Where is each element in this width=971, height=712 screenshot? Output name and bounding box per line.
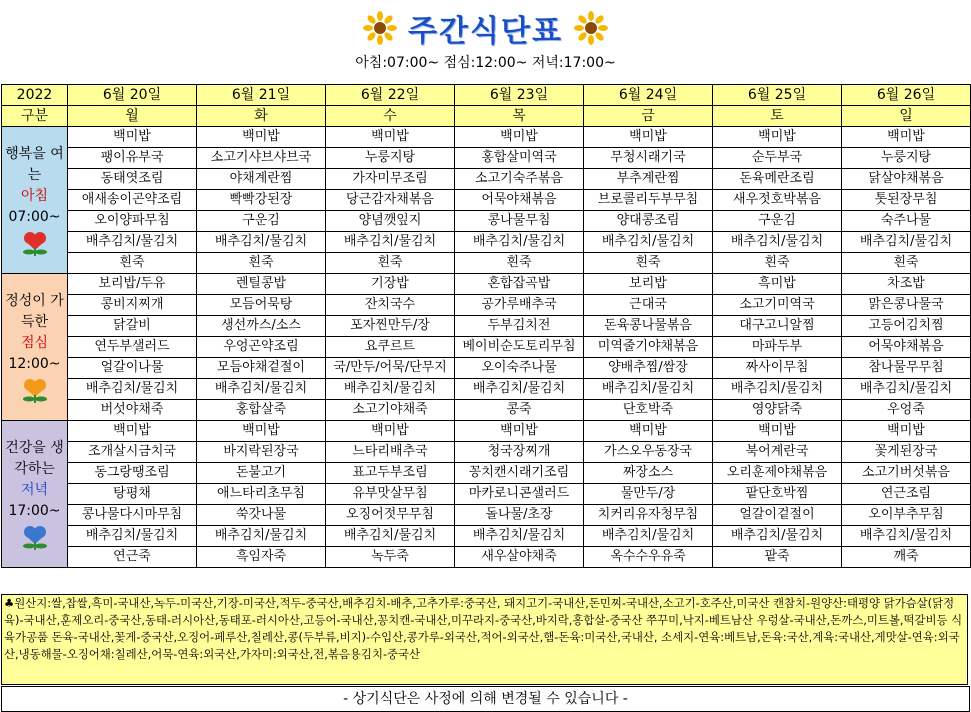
menu-item: 물만두/장 bbox=[584, 484, 713, 505]
menu-item: 백미밥 bbox=[842, 421, 971, 442]
menu-row bbox=[2, 526, 971, 547]
menu-item: 오징어젓무무침 bbox=[326, 505, 455, 526]
menu-item: 닭갈비 bbox=[68, 316, 197, 337]
menu-item: 부추계란찜 bbox=[584, 169, 713, 190]
menu-row bbox=[2, 379, 971, 400]
day-cell: 화 bbox=[197, 106, 326, 127]
menu-row bbox=[2, 211, 971, 232]
menu-item: 배추김치/물김치 bbox=[68, 526, 197, 547]
page-title: 주간식단표 bbox=[408, 14, 563, 49]
menu-item: 배추김치/물김치 bbox=[584, 232, 713, 253]
menu-item: 배추김치/물김치 bbox=[68, 379, 197, 400]
heart-flower-icon bbox=[20, 230, 50, 256]
menu-item: 백미밥 bbox=[68, 421, 197, 442]
menu-item: 돈불고기 bbox=[197, 463, 326, 484]
menu-row bbox=[2, 505, 971, 526]
menu-item: 애느타리초무침 bbox=[197, 484, 326, 505]
menu-item: 배추김치/물김치 bbox=[326, 232, 455, 253]
menu-item: 팥죽 bbox=[713, 547, 842, 568]
menu-item: 배추김치/물김치 bbox=[326, 379, 455, 400]
menu-item: 백미밥 bbox=[197, 127, 326, 148]
meal-section-label bbox=[2, 274, 68, 421]
menu-item: 국/만두/어묵/단무지 bbox=[326, 358, 455, 379]
menu-item: 어묵야채볶음 bbox=[455, 190, 584, 211]
menu-item: 흰죽 bbox=[197, 253, 326, 274]
menu-row bbox=[2, 547, 971, 568]
menu-item: 연두부샐러드 bbox=[68, 337, 197, 358]
menu-item: 돌나물/초장 bbox=[455, 505, 584, 526]
menu-item: 새우살야채죽 bbox=[455, 547, 584, 568]
menu-item: 당근감자채볶음 bbox=[326, 190, 455, 211]
menu-item: 배추김치/물김치 bbox=[713, 232, 842, 253]
date-cell: 6월 26일 bbox=[842, 85, 971, 106]
date-cell: 6월 21일 bbox=[197, 85, 326, 106]
menu-item: 백미밥 bbox=[455, 421, 584, 442]
menu-item: 배추김치/물김치 bbox=[713, 526, 842, 547]
menu-item: 두부김치전 bbox=[455, 316, 584, 337]
menu-item: 단호박죽 bbox=[584, 400, 713, 421]
menu-row bbox=[2, 274, 971, 295]
menu-item: 백미밥 bbox=[455, 127, 584, 148]
menu-item: 소고기샤브샤브국 bbox=[197, 148, 326, 169]
menu-item: 백미밥 bbox=[713, 127, 842, 148]
date-cell: 6월 24일 bbox=[584, 85, 713, 106]
menu-item: 배추김치/물김치 bbox=[197, 232, 326, 253]
page-header bbox=[0, 0, 971, 84]
day-cell: 월 bbox=[68, 106, 197, 127]
menu-item: 대구고니알찜 bbox=[713, 316, 842, 337]
menu-row bbox=[2, 400, 971, 421]
menu-item: 콩나물무침 bbox=[455, 211, 584, 232]
menu-item: 흰죽 bbox=[842, 253, 971, 274]
menu-item: 톳된장무침 bbox=[842, 190, 971, 211]
menu-item: 가자미무조림 bbox=[326, 169, 455, 190]
menu-item: 배추김치/물김치 bbox=[197, 379, 326, 400]
menu-item: 참나물무무침 bbox=[842, 358, 971, 379]
menu-item: 탕평채 bbox=[68, 484, 197, 505]
menu-item: 소고기버섯볶음 bbox=[842, 463, 971, 484]
menu-item: 모듬야채겉절이 bbox=[197, 358, 326, 379]
menu-item: 마파두부 bbox=[713, 337, 842, 358]
menu-item: 오이양파무침 bbox=[68, 211, 197, 232]
menu-item: 마카로니콘샐러드 bbox=[455, 484, 584, 505]
menu-item: 연근죽 bbox=[68, 547, 197, 568]
menu-item: 백미밥 bbox=[68, 127, 197, 148]
menu-row bbox=[2, 484, 971, 505]
menu-item: 깨죽 bbox=[842, 547, 971, 568]
menu-item: 배추김치/물김치 bbox=[68, 232, 197, 253]
menu-item: 숙주나물 bbox=[842, 211, 971, 232]
menu-item: 짜사이무침 bbox=[713, 358, 842, 379]
menu-item: 새우젓호박볶음 bbox=[713, 190, 842, 211]
menu-item: 배추김치/물김치 bbox=[455, 379, 584, 400]
menu-item: 근대국 bbox=[584, 295, 713, 316]
section-slogan: 건강을 생각하는 bbox=[5, 440, 64, 477]
menu-item: 동그랑땡조림 bbox=[68, 463, 197, 484]
menu-row bbox=[2, 148, 971, 169]
menu-item: 야채계란찜 bbox=[197, 169, 326, 190]
section-slogan: 행복을 여는 bbox=[5, 146, 64, 183]
menu-item: 연근조림 bbox=[842, 484, 971, 505]
menu-item: 차조밥 bbox=[842, 274, 971, 295]
menu-item: 흰죽 bbox=[68, 253, 197, 274]
menu-item: 배추김치/물김치 bbox=[326, 526, 455, 547]
menu-item: 팥단호박찜 bbox=[713, 484, 842, 505]
menu-item: 맑은콩나물국 bbox=[842, 295, 971, 316]
menu-item: 어묵야채볶음 bbox=[842, 337, 971, 358]
meal-time: 12:00~ bbox=[8, 356, 61, 372]
menu-item: 흰죽 bbox=[584, 253, 713, 274]
menu-item: 오이부추무침 bbox=[842, 505, 971, 526]
menu-item: 우엉죽 bbox=[842, 400, 971, 421]
meal-time: 17:00~ bbox=[8, 503, 61, 519]
menu-row bbox=[2, 358, 971, 379]
menu-row bbox=[2, 463, 971, 484]
menu-item: 백미밥 bbox=[197, 421, 326, 442]
menu-item: 공가루배추국 bbox=[455, 295, 584, 316]
menu-item: 오리훈제야채볶음 bbox=[713, 463, 842, 484]
menu-item: 소고기미역국 bbox=[713, 295, 842, 316]
menu-item: 고등어김치찜 bbox=[842, 316, 971, 337]
menu-item: 배추김치/물김치 bbox=[713, 379, 842, 400]
menu-item: 흰죽 bbox=[455, 253, 584, 274]
menu-item: 콩죽 bbox=[455, 400, 584, 421]
meal-name: 저녁 bbox=[20, 482, 49, 498]
menu-item: 흑임자죽 bbox=[197, 547, 326, 568]
day-cell: 일 bbox=[842, 106, 971, 127]
menu-item: 렌틸콩밥 bbox=[197, 274, 326, 295]
menu-item: 구운김 bbox=[197, 211, 326, 232]
menu-item: 흑미밥 bbox=[713, 274, 842, 295]
menu-item: 백미밥 bbox=[713, 421, 842, 442]
day-cell: 토 bbox=[713, 106, 842, 127]
menu-item: 양념깻잎지 bbox=[326, 211, 455, 232]
menu-item: 동태엿조림 bbox=[68, 169, 197, 190]
menu-item: 모듬어묵탕 bbox=[197, 295, 326, 316]
menu-row bbox=[2, 295, 971, 316]
menu-item: 소고기숙주볶음 bbox=[455, 169, 584, 190]
day-row bbox=[2, 106, 971, 127]
menu-item: 돈육메란조림 bbox=[713, 169, 842, 190]
menu-item: 배추김치/물김치 bbox=[842, 526, 971, 547]
menu-item: 바지락된장국 bbox=[197, 442, 326, 463]
menu-item: 닭살야채볶음 bbox=[842, 169, 971, 190]
menu-item: 브로콜리두부무침 bbox=[584, 190, 713, 211]
menu-item: 배추김치/물김치 bbox=[197, 526, 326, 547]
menu-row bbox=[2, 232, 971, 253]
menu-item: 백미밥 bbox=[584, 127, 713, 148]
menu-table bbox=[1, 84, 971, 568]
menu-item: 북어계란국 bbox=[713, 442, 842, 463]
menu-item: 소고기야채죽 bbox=[326, 400, 455, 421]
meal-section-label bbox=[2, 127, 68, 274]
menu-item: 포자찐만두/장 bbox=[326, 316, 455, 337]
sunflower-icon bbox=[363, 11, 397, 45]
menu-item: 우엉곤약조림 bbox=[197, 337, 326, 358]
menu-item: 배추김치/물김치 bbox=[455, 526, 584, 547]
menu-row bbox=[2, 337, 971, 358]
menu-item: 보리밥 bbox=[584, 274, 713, 295]
menu-item: 빡빡강된장 bbox=[197, 190, 326, 211]
date-cell: 6월 22일 bbox=[326, 85, 455, 106]
menu-item: 혼합잡곡밥 bbox=[455, 274, 584, 295]
menu-item: 돈육콩나물볶음 bbox=[584, 316, 713, 337]
sunflower-icon bbox=[574, 11, 608, 45]
day-cell: 목 bbox=[455, 106, 584, 127]
year-cell: 2022 bbox=[2, 85, 68, 106]
menu-item: 청국장찌개 bbox=[455, 442, 584, 463]
change-notice: - 상기식단은 사정에 의해 변경될 수 있습니다 - bbox=[1, 686, 970, 712]
menu-item: 옥수수우유죽 bbox=[584, 547, 713, 568]
menu-item: 조개살시금치국 bbox=[68, 442, 197, 463]
menu-row bbox=[2, 190, 971, 211]
menu-item: 보리밥/두유 bbox=[68, 274, 197, 295]
menu-item: 배추김치/물김치 bbox=[455, 232, 584, 253]
menu-item: 치커리유자청무침 bbox=[584, 505, 713, 526]
menu-item: 배추김치/물김치 bbox=[584, 379, 713, 400]
meal-times: 아침:07:00~ 점심:12:00~ 저녁:17:00~ bbox=[355, 55, 616, 71]
menu-row bbox=[2, 169, 971, 190]
meal-name: 점심 bbox=[20, 335, 49, 351]
menu-item: 오이숙주나물 bbox=[455, 358, 584, 379]
menu-item: 녹두죽 bbox=[326, 547, 455, 568]
menu-item: 흰죽 bbox=[713, 253, 842, 274]
menu-item: 흰죽 bbox=[326, 253, 455, 274]
meal-name: 아침 bbox=[20, 188, 49, 204]
menu-item: 얼갈이겉절이 bbox=[713, 505, 842, 526]
menu-row bbox=[2, 253, 971, 274]
menu-item: 배추김치/물김치 bbox=[842, 232, 971, 253]
menu-item: 꽃게된장국 bbox=[842, 442, 971, 463]
origin-info: ♣원산지:쌀,찹쌀,흑미-국내산,녹두-미국산,기장-미국산,적두-중국산,배추김치-배추,고추가루:중국산, 돼지고기-국내산,돈민찌-국내산,소고기-호주산,미국산 캔참치-원양산:태평양 닭가슴살(닭정육)-국내산,훈제오리-중국산,동태-러시아산,동태포-러시아산,고등어-국내산,꽁치캔-국내산,미꾸라지-중국산,바지락,홍합살-중국산 쭈꾸미,낙지-베트남산 우렁살-국내산,돈까스,미트볼,떡갈비등 식육가공품 돈육-국내산,꽃게-중국산,오징어-페루산,칠레산,콩(두부류,비지)-수입산,콩가루-외국산,적어-외국산,햄-돈육:미국산,국내산, 소세지-연육:베트남,돈육:국산,계육:국내산,게맛살-연육:외국산,냉동해물-오징어채:칠레산,어묵-연육:외국산,가자미:외국산,전,볶음용김치-중국산 bbox=[1, 594, 968, 685]
menu-item: 가스오우동장국 bbox=[584, 442, 713, 463]
menu-item: 미역줄기야채볶음 bbox=[584, 337, 713, 358]
menu-item: 요쿠르트 bbox=[326, 337, 455, 358]
day-cell: 수 bbox=[326, 106, 455, 127]
menu-item: 표고두부조림 bbox=[326, 463, 455, 484]
blue-flower-icon bbox=[20, 524, 50, 550]
meal-section-label bbox=[2, 421, 68, 568]
category-label: 구분 bbox=[2, 106, 68, 127]
menu-item: 홍합살죽 bbox=[197, 400, 326, 421]
date-row bbox=[2, 85, 971, 106]
menu-item: 배추김치/물김치 bbox=[842, 379, 971, 400]
meal-time: 07:00~ bbox=[8, 209, 61, 225]
menu-row bbox=[2, 127, 971, 148]
date-cell: 6월 23일 bbox=[455, 85, 584, 106]
menu-item: 팽이유부국 bbox=[68, 148, 197, 169]
date-cell: 6월 20일 bbox=[68, 85, 197, 106]
menu-item: 유부맛살무침 bbox=[326, 484, 455, 505]
date-cell: 6월 25일 bbox=[713, 85, 842, 106]
menu-item: 콩비지찌개 bbox=[68, 295, 197, 316]
menu-item: 영양닭죽 bbox=[713, 400, 842, 421]
menu-item: 양배추찜/쌈장 bbox=[584, 358, 713, 379]
menu-item: 느타리배추국 bbox=[326, 442, 455, 463]
menu-item: 버섯야채죽 bbox=[68, 400, 197, 421]
menu-item: 배추김치/물김치 bbox=[584, 526, 713, 547]
menu-item: 베이비순도토리무침 bbox=[455, 337, 584, 358]
menu-item: 백미밥 bbox=[842, 127, 971, 148]
menu-item: 양대콩조림 bbox=[584, 211, 713, 232]
menu-item: 기장밥 bbox=[326, 274, 455, 295]
menu-item: 쑥갓나물 bbox=[197, 505, 326, 526]
menu-row bbox=[2, 316, 971, 337]
menu-item: 생선까스/소스 bbox=[197, 316, 326, 337]
day-cell: 금 bbox=[584, 106, 713, 127]
orange-flower-icon bbox=[20, 377, 50, 403]
menu-item: 누룽지탕 bbox=[842, 148, 971, 169]
section-slogan: 정성이 가득한 bbox=[5, 293, 64, 330]
menu-row bbox=[2, 442, 971, 463]
menu-row bbox=[2, 421, 971, 442]
menu-item: 잔치국수 bbox=[326, 295, 455, 316]
menu-item: 꽁치캔시래기조림 bbox=[455, 463, 584, 484]
menu-item: 백미밥 bbox=[326, 127, 455, 148]
menu-item: 짜장소스 bbox=[584, 463, 713, 484]
menu-item: 순두부국 bbox=[713, 148, 842, 169]
menu-item: 홍합살미역국 bbox=[455, 148, 584, 169]
menu-item: 얼갈이나물 bbox=[68, 358, 197, 379]
menu-item: 무청시래기국 bbox=[584, 148, 713, 169]
menu-item: 누룽지탕 bbox=[326, 148, 455, 169]
menu-item: 콩나물다시마무침 bbox=[68, 505, 197, 526]
menu-item: 백미밥 bbox=[326, 421, 455, 442]
menu-item: 애새송이곤약조림 bbox=[68, 190, 197, 211]
menu-item: 백미밥 bbox=[584, 421, 713, 442]
menu-item: 구운김 bbox=[713, 211, 842, 232]
